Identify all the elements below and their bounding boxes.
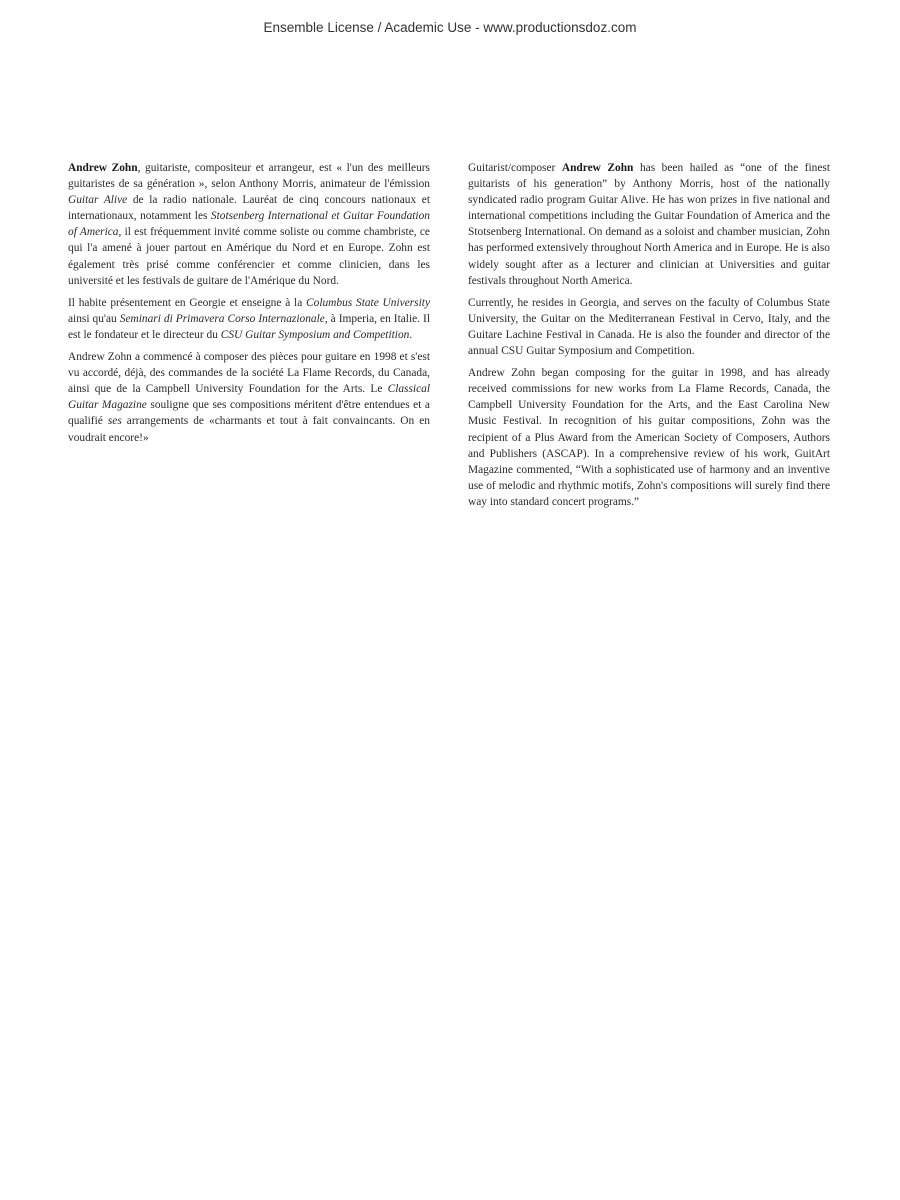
artist-name: Andrew Zohn xyxy=(561,162,634,174)
french-biography-column xyxy=(68,160,430,452)
license-header: Ensemble License / Academic Use - www.productionsdoz.com xyxy=(263,20,637,35)
english-paragraph-3: Andrew Zohn began composing for the guitar in 1998, and has already received commissions for new works from La Flame Records, Canada, the Campbell University Foundation for the Arts, and the East Carolina New Music Festival. In recognition of his guitar compositions, Zohn was the recipient of a Plus Award from the American Society of Composers, Authors and Publishers (ASCAP). In a comprehensive review of his work, GuitArt Magazine commented, “With a sophisticated use of harmony and an inventive use of melodic and rhythmic motifs, Zohn's compositions will surely find there way into standard concert programs.” xyxy=(468,367,830,508)
artist-name: Andrew Zohn xyxy=(68,162,138,174)
english-paragraph-1: Guitarist/composer Andrew Zohn has been hailed as “one of the finest guitarists of his generation” by Anthony Morris, host of the nationally syndicated radio program Guitar Alive. He has won prizes in five national and international competitions including the Guitar Foundation of America and the Stotsenberg International. On demand as a soloist and chamber musician, Zohn has performed extensively throughout North America and in Europe. He is also widely sought after as a lecturer and clinician at Universities and guitar festivals throughout North America. xyxy=(468,162,830,287)
english-paragraph-2: Currently, he resides in Georgia, and serves on the faculty of Columbus State University, the Guitar on the Mediterranean Festival in Cervo, Italy, and the Guitare Lachine Festival in Canada. He is also the founder and director of the annual CSU Guitar Symposium and Competition. xyxy=(468,296,830,358)
english-biography-column xyxy=(468,160,830,516)
french-paragraph-1: Andrew Zohn, guitariste, compositeur et arrangeur, est « l'un des meilleurs guitaristes de sa génération », selon Anthony Morris, animateur de l'émission Guitar Alive de la radio nationale. Lauréat de cinq concours nationaux et internationaux, notamment les Stotsenberg International et Guitar Foundation of America, il est fréquemment invité comme soliste ou comme chambriste, ce qui l'a amené à jouer partout en Amérique du Nord et en Europe. Zohn est également très prisé comme conférencier et comme clinicien, dans les université et les festivals de guitare de l'Amérique du Nord. xyxy=(68,162,431,287)
french-paragraph-3: Andrew Zohn a commencé à composer des pièces pour guitare en 1998 et s'est vu accordé, déjà, des commandes de la société La Flame Records, du Canada, ainsi que de la Campbell University Foundation for the Arts. Le Classical Guitar Magazine souligne que ses compositions méritent d'être entendues et a qualifié ses arrangements de «charmants et tout à fait convaincants. On en voudrait encore!» xyxy=(68,351,430,444)
french-paragraph-2: Il habite présentement en Georgie et enseigne à la Columbus State University ainsi qu'au Seminari di Primavera Corso Internazionale, à Imperia, en Italie. Il est le fondateur et le directeur du CSU Guitar Symposium and Competition. xyxy=(68,296,431,341)
